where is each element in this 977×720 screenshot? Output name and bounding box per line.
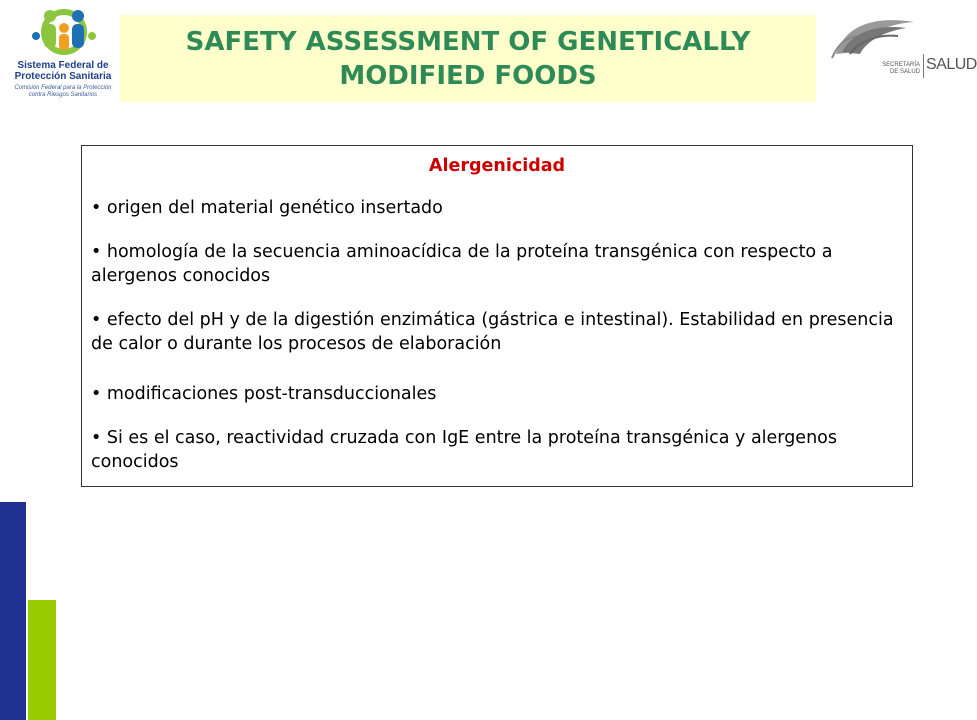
bullet-item: • modificaciones post-transduccionales [91,384,437,404]
dept-label: SECRETARÍA DE SALUD [882,62,920,75]
page-title: SAFETY ASSESSMENT OF GENETICALLY MODIFIED FOODS [185,27,751,91]
eagle-emblem-icon [826,14,922,64]
org-subtitle: Comisión Federal para la Protección contra Riesgos Sanitarios [14,85,112,98]
bullet-item: • efecto del pH y de la digestión enzimática (gástrica e intestinal). Estabilidad en presencia de calor o durante los procesos de elaboración [91,310,894,354]
salud-wordmark: SALUD [926,56,977,73]
section-heading: Alergenicidad [428,156,566,176]
logo-divider [923,54,924,78]
bullet-item: • Si es el caso, reactividad cruzada con IgE entre la proteína transgénica y alergenos conocidos [91,428,837,472]
cofepris-logo [6,6,120,104]
decorative-bar-green [28,600,56,720]
bullet-item: • origen del material genético insertado [91,198,443,218]
title-banner [120,15,816,102]
bullet-item: • homología de la secuencia aminoacídica de la proteína transgénica con respecto a alergenos conocidos [91,242,833,286]
family-figures-icon [6,6,120,60]
decorative-bar-blue [0,502,26,720]
content-box [81,145,913,487]
salud-logo [826,14,977,100]
org-name: Sistema Federal de Protección Sanitaria [14,60,112,82]
